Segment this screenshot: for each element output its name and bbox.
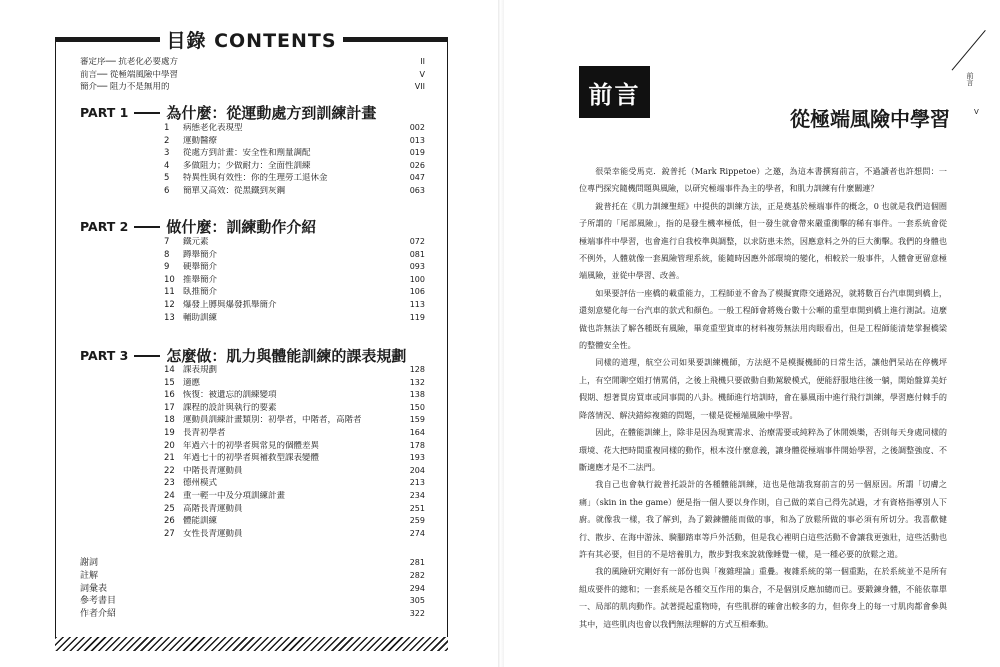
toc-chapter[interactable]: 14 課表規劃 128 [164, 365, 425, 375]
toc-chapter[interactable]: 19 長青初學者 164 [164, 427, 425, 438]
preface-paragraph: 因此，在體能訓練上，除非是因為現實需求、治療需要或純粹為了休閒娛樂，否則每天身處同樣的環境、花大把時間重複同樣的動作，根本沒什麼意義，讓身體從極端事件開始學習，之後調整強度、不斷適應才是不二法門。 [579, 427, 947, 472]
toc-chapter[interactable]: 16 恢復：被遺忘的訓練變項 138 [164, 390, 425, 401]
preface-paragraph: 同樣的道理，航空公司如果要訓練機師，方法絕不是模擬機師的日常生活，讓他們呆站在停機坪上，有空閒聊空姐打情罵俏，之後上飛機只要啟動自動駕駛模式，便能舒服地往後一躺，開始盤算美好假期、想著買房買車或同事間的八卦。機師進行培訓時，會在暴風雨中進行飛行訓練，學習應付棘手的降落情況、解決錯綜複雜的問題，一樣是從極端風險中學習。 [579, 357, 947, 420]
toc-chapter[interactable]: 18 運動員訓練計畫類別：初學者，中階者，高階者 159 [164, 415, 425, 426]
toc-part-1-heading[interactable]: PART 1 為什麼：從運動處方到訓練計畫 [80, 104, 377, 122]
preface-paragraph: 如果要評估一座橋的載重能力，工程師並不會為了模擬實際交通路況，就將數百台汽車開到橋上，還刻意變化每一台汽車的款式和顏色。一般工程師會將幾台數十公噸的重型車開到橋上進行測試。這麼做也許無法了解各種既有風險，畢竟重型貨車的材料複勞無法用肉眼看出，但是工程師能清楚掌握橋梁的整體安全性。 [579, 287, 947, 351]
toc-entry[interactable]: 審定序── 抗老化必要處方 II [80, 57, 425, 67]
part-dash [134, 226, 160, 228]
toc-title-text: 目錄 CONTENTS [166, 29, 337, 52]
toc-chapter[interactable]: 13 輔助訓練 119 [164, 312, 425, 323]
toc-entry[interactable]: 作者介紹 322 [80, 609, 425, 620]
toc-entry[interactable]: 參考書目 305 [80, 596, 425, 607]
toc-chapter[interactable]: 2 運動醫療 013 [164, 135, 425, 146]
toc-title [55, 26, 448, 52]
toc-entry[interactable]: 詞彙表 294 [80, 583, 425, 594]
toc-chapter[interactable]: 22 中階長青運動員 204 [164, 465, 425, 476]
toc-title-rule-left [55, 37, 160, 42]
preface-paragraph: 很榮幸能受馬克．銳普托（Mark Rippetoe）之邀，為這本書撰寫前言，不過讀者也許想問：一位專門探究隨機問題與風險，以研究極端事件為主的學者，和肌力訓練有什麼關連？ [579, 166, 947, 194]
toc-entry[interactable]: 註解 282 [80, 570, 425, 581]
preface-paragraph: 我自己也會執行銳普托設計的各種體能訓練，這也是他請我寫前言的另一個原因。所謂「切膚之痛」（skin in the game）便是指一個人要以身作則，自己做的菜自己得先試過，才有資格指導別人下廚。就像我一樣，我了解到，為了鍛鍊體能而做的事，和為了放鬆所做的事必須有所切分。我喜歡健行、散步、在海中游泳、騎腳踏車等戶外活動，但是我心裡明白這些活動不會讓我更強壯，這些活動也許有其必要，但目的不是培養肌力，散步對我來說就像睡覺一樣，是一種必要的放鬆之道。 [579, 479, 947, 559]
toc-hatch-band [55, 637, 448, 651]
toc-part-3-heading[interactable]: PART 3 怎麼做：肌力與體能訓練的課表規劃 [80, 347, 407, 365]
toc-chapter[interactable]: 9 硬舉簡介 093 [164, 262, 425, 273]
part-dash [134, 355, 160, 357]
toc-chapter[interactable]: 12 爆發上膊與爆發抓舉簡介 113 [164, 299, 425, 310]
toc-chapter[interactable]: 3 從處方到計畫：安全性和劑量調配 019 [164, 148, 425, 159]
toc-chapter[interactable]: 6 簡單又高效：從黑鐵到灰鋼 063 [164, 185, 425, 196]
book-gutter [498, 0, 504, 667]
toc-chapter[interactable]: 5 特異性與有效性：你的生理勞工退休金 047 [164, 173, 425, 184]
toc-entry[interactable]: 簡介── 阻力不是無用的 VII [80, 82, 425, 93]
toc-chapter[interactable]: 27 女性長青運動員 274 [164, 528, 425, 539]
toc-chapter[interactable]: 10 推舉簡介 100 [164, 274, 425, 285]
toc-title-rule-right [343, 37, 448, 42]
toc-chapter[interactable]: 20 年過六十的初學者與常見的個體差異 178 [164, 440, 425, 451]
toc-back-matter [80, 557, 425, 621]
part-dash [134, 112, 160, 114]
toc-chapter[interactable]: 8 蹲舉簡介 081 [164, 249, 425, 260]
toc-chapter[interactable]: 23 德州模式 213 [164, 478, 425, 489]
toc-chapter[interactable]: 1 病態老化表現型 002 [164, 123, 425, 133]
preface-title: 從極端風險中學習 [790, 107, 950, 131]
toc-chapter[interactable]: 24 重一輕一中及分項訓練計畫 234 [164, 490, 425, 501]
running-header-label: 前言 [966, 72, 974, 86]
toc-chapter[interactable]: 21 年過七十的初學者與補救型課表變體 193 [164, 453, 425, 464]
toc-front-matter [80, 56, 425, 94]
toc-chapter[interactable]: 15 適應 132 [164, 377, 425, 388]
toc-chapter[interactable]: 11 臥推簡介 106 [164, 287, 425, 298]
toc-entry[interactable]: 謝詞 281 [80, 558, 425, 568]
toc-chapter[interactable]: 7 鐵元素 072 [164, 237, 425, 247]
toc-chapter[interactable]: 4 多做阻力；少做耐力：全面性訓練 026 [164, 160, 425, 171]
preface-paragraph: 銳普托在《肌力訓練聖經》中提供的訓練方法，正是奠基於極端事件的概念，0 也就是我們這個圈子所謂的「尾部風險」，指的是發生機率極低，但一發生就會帶來嚴重衝擊的稀有事件。一套系統會從極端事件中學習，也會進行自我校準與調整，以求防患未然，因應意料之外的巨大衝擊。我們的身體也不例外，人體就像一套風險管理系統，能隨時因應外部環境的變化，相較於一般事件，人體會更留意極端風險，並從中學習、改善。 [579, 200, 947, 281]
running-page-number: V [974, 108, 979, 116]
toc-chapter[interactable]: 26 體能訓練 259 [164, 516, 425, 527]
toc-part-2-heading[interactable]: PART 2 做什麼：訓練動作介紹 [80, 218, 317, 236]
toc-part-3-chapters [164, 364, 425, 540]
toc-entry[interactable]: 前言── 從極端風險中學習 V [80, 69, 425, 80]
toc-part-2-chapters [164, 236, 425, 324]
preface-label-block: 前言 [579, 66, 650, 118]
toc-chapter[interactable]: 17 課程的設計與執行的要素 150 [164, 402, 425, 413]
preface-paragraph: 我的風險研究剛好有一部份也與「複雜理論」重疊。複雜系統的第一個重點，在於系統並不是所有組成要件的總和；一套系統是各種交互作用的集合，不是個別反應加總而已。要鍛鍊身體，不能依靠單一、局部的肌肉動作。試著提起重物時，有些肌群的確會出較多的力，但你身上的每一寸肌肉都會參與其中，這些肌肉也會以我們無法理解的方式互相牽動。 [579, 566, 947, 629]
toc-part-1-chapters [164, 122, 425, 198]
toc-chapter[interactable]: 25 高階長青運動員 251 [164, 503, 425, 514]
preface-body [579, 163, 947, 633]
